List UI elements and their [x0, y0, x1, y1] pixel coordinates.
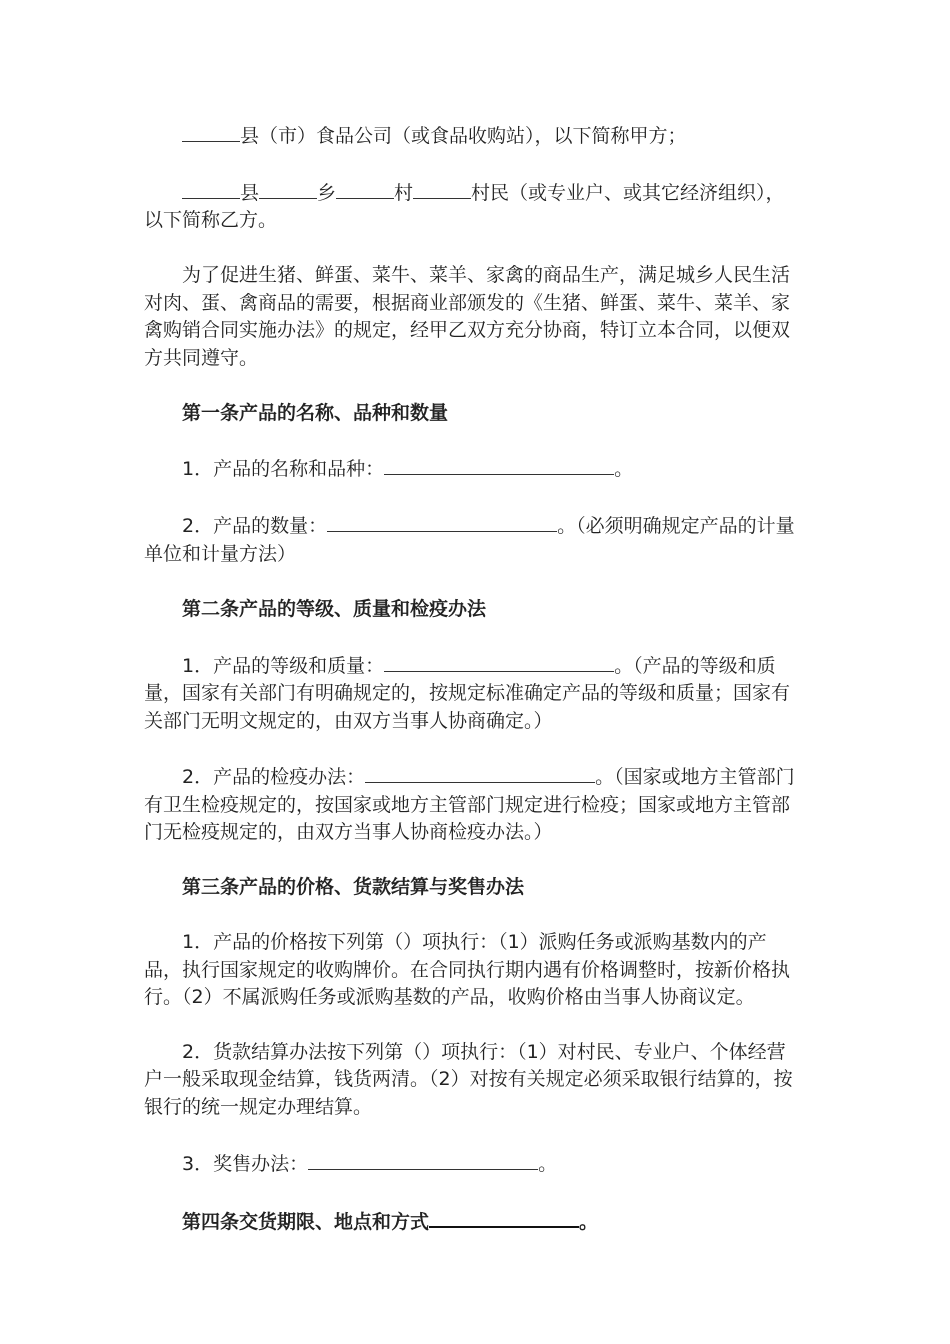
contract-document: [144, 121, 808, 1264]
item-text: 2．货款结算办法按下列第（）项执行：（1）对村民、专业户、个体经营: [182, 1040, 786, 1063]
item-text: 单位和计量方法）: [144, 542, 297, 565]
item-text: 1．产品的价格按下列第（）项执行：（1）派购任务或派购基数内的产: [182, 931, 767, 954]
item-label: 1．产品的名称和品种：: [182, 458, 385, 481]
article-1-item-2: [144, 511, 808, 568]
party-b-text: 以下简称乙方。: [144, 209, 278, 232]
preamble-line: 禽购销合同实施办法》的规定，经甲乙双方充分协商，特订立本合同，以便双: [144, 319, 791, 342]
blank-field[interactable]: [182, 178, 240, 199]
item-label: 3．奖售办法：: [182, 1152, 309, 1175]
preamble-paragraph: [144, 262, 808, 372]
item-label: 2．产品的数量：: [182, 515, 328, 538]
delivery-field[interactable]: [429, 1206, 579, 1228]
item-text: 户一般采取现金结算，钱货两清。（2）对按有关规定必须采取银行结算的，按: [144, 1068, 793, 1091]
item-text: 银行的统一规定办理结算。: [144, 1095, 373, 1118]
heading-text: 第四条交货期限、地点和方式: [182, 1210, 430, 1233]
article-2-item-1: [144, 651, 808, 735]
heading-text: 。: [579, 1210, 599, 1233]
party-b-paragraph: [144, 178, 808, 235]
item-text: 。（必须明确规定产品的计量: [557, 515, 795, 538]
item-text: 。（产品的等级和质: [614, 654, 776, 677]
preamble-line: 方共同遵守。: [144, 346, 259, 369]
item-label: 2．产品的检疫办法：: [182, 766, 366, 789]
article-3-item-3: [144, 1149, 808, 1178]
item-text: 行。（2）不属派购任务或派购基数的产品，收购价格由当事人协商议定。: [144, 986, 755, 1009]
item-text: 关部门无明文规定的，由双方当事人协商确定。）: [144, 709, 553, 732]
article-3-item-1: [144, 929, 808, 1011]
sales-incentive-field[interactable]: [308, 1149, 538, 1170]
article-1-heading: 第一条产品的名称、品种和数量: [182, 401, 449, 424]
item-text: 。: [614, 458, 634, 481]
item-text: 量，国家有关部门有明确规定的，按规定标准确定产品的等级和质量；国家有: [144, 682, 791, 705]
item-text: 。（国家或地方主管部门: [595, 766, 795, 789]
item-label: 1．产品的等级和质量：: [182, 654, 385, 677]
preamble-line: 对肉、蛋、禽商品的需要，根据商业部颁发的《生猪、鲜蛋、菜牛、菜羊、家: [144, 291, 791, 314]
village-label: 村: [394, 181, 414, 204]
item-text: 有卫生检疫规定的，按国家或地方主管部门规定进行检疫；国家或地方主管部: [144, 793, 791, 816]
blank-field[interactable]: [413, 178, 471, 199]
article-4-heading: [144, 1206, 808, 1236]
blank-field[interactable]: [336, 178, 394, 199]
county-label: 县: [240, 181, 260, 204]
article-3-item-2: [144, 1039, 808, 1121]
blank-field[interactable]: [182, 121, 240, 142]
party-a-paragraph: [144, 121, 808, 150]
article-2-item-2: [144, 762, 808, 846]
grade-quality-field[interactable]: [384, 651, 614, 672]
party-b-text: 村民（或专业户、或其它经济组织），: [471, 181, 785, 204]
preamble-line: 为了促进生猪、鲜蛋、菜牛、菜羊、家禽的商品生产，满足城乡人民生活: [182, 264, 791, 287]
product-name-field[interactable]: [384, 454, 614, 475]
item-text: 。: [538, 1152, 558, 1175]
item-text: 门无检疫规定的，由双方当事人协商检疫办法。）: [144, 821, 553, 844]
quarantine-field[interactable]: [365, 762, 595, 783]
article-2-heading: 第二条产品的等级、质量和检疫办法: [182, 597, 487, 620]
article-1-item-1: [144, 454, 808, 483]
party-a-text: 县（市）食品公司（或食品收购站），以下简称甲方；: [240, 125, 687, 147]
township-label: 乡: [317, 181, 337, 204]
quantity-field[interactable]: [327, 511, 557, 532]
item-text: 品，执行国家规定的收购牌价。在合同执行期内遇有价格调整时，按新价格执: [144, 958, 791, 981]
article-3-heading: 第三条产品的价格、货款结算与奖售办法: [182, 876, 525, 899]
blank-field[interactable]: [259, 178, 317, 199]
